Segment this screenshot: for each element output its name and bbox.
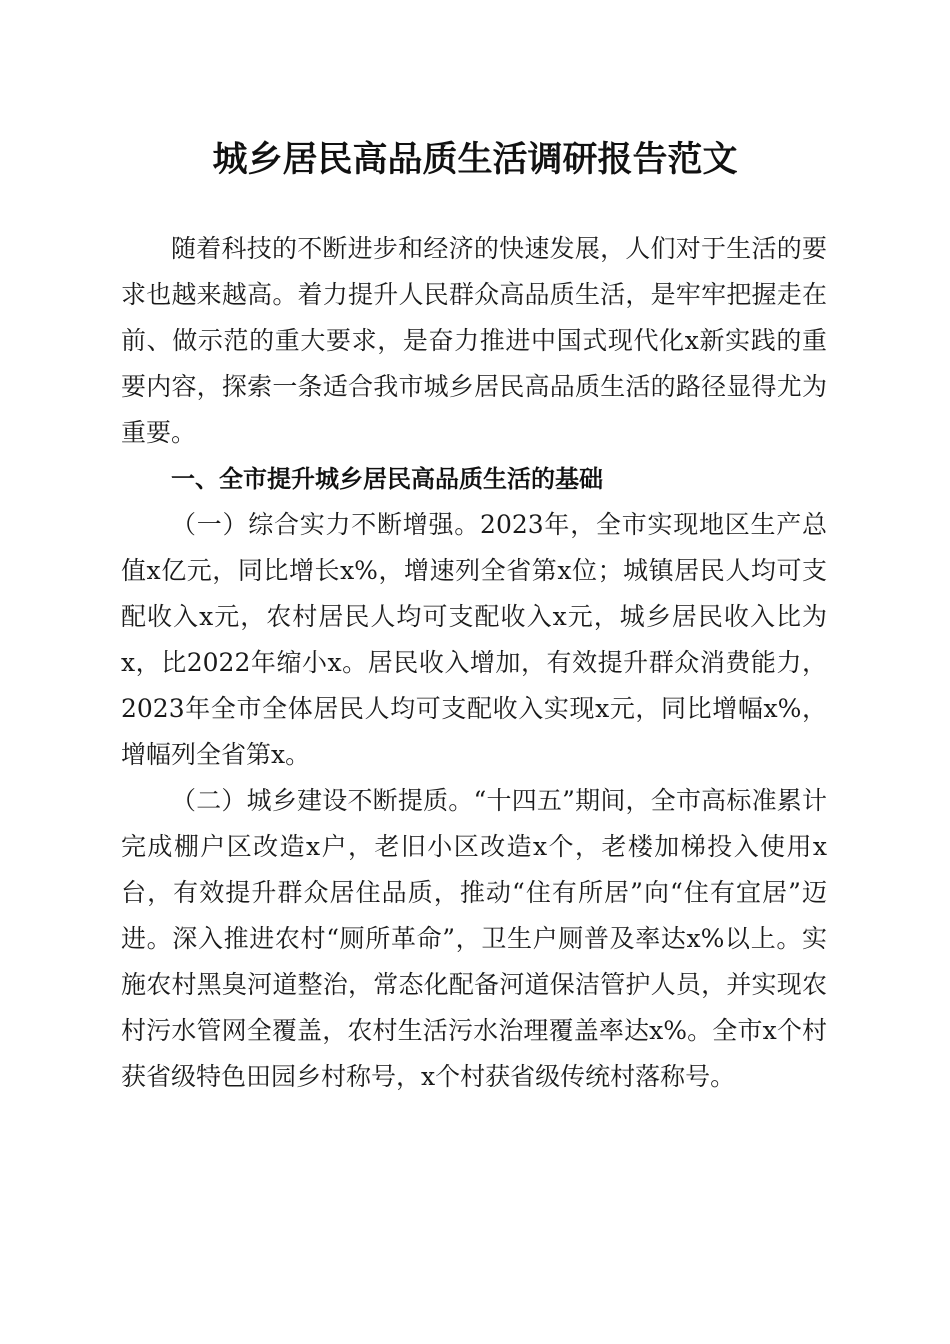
section-heading-1: 一、全市提升城乡居民高品质生活的基础 [171,465,603,493]
subsection-paragraph-2: （二）城乡建设不断提质。“十四五”期间，全市高标准累计完成棚户区改造x户，老旧小区改造x个，老楼加梯投入使用x台，有效提升群众居住品质，推动“住有所居”向“住有宜居”迈进。深入推进农村“厕所革命”，卫生户厕普及率达x%以上。实施农村黑臭河道整治，常态化配备河道保洁管护人员，并实现农村污水管网全覆盖，农村生活污水治理覆盖率达x%。全市x个村获省级特色田园乡村称号，x个村获省级传统村落称号。 [121,786,827,1091]
document-body [121,226,827,1100]
subsection-paragraph-1: （一）综合实力不断增强。2023年，全市实现地区生产总值x亿元，同比增长x%，增速列全省第x位；城镇居民人均可支配收入x元，农村居民人均可支配收入x元，城乡居民收入比为x，比2022年缩小x。居民收入增加，有效提升群众消费能力，2023年全市全体居民人均可支配收入实现x元，同比增幅x%，增幅列全省第x。 [121,510,827,769]
intro-paragraph: 随着科技的不断进步和经济的快速发展，人们对于生活的要求也越来越高。着力提升人民群众高品质生活，是牢牢把握走在前、做示范的重大要求，是奋力推进中国式现代化x新实践的重要内容，探索一条适合我市城乡居民高品质生活的路径显得尤为重要。 [121,234,827,447]
document-title: 城乡居民高品质生活调研报告范文 [212,139,738,180]
